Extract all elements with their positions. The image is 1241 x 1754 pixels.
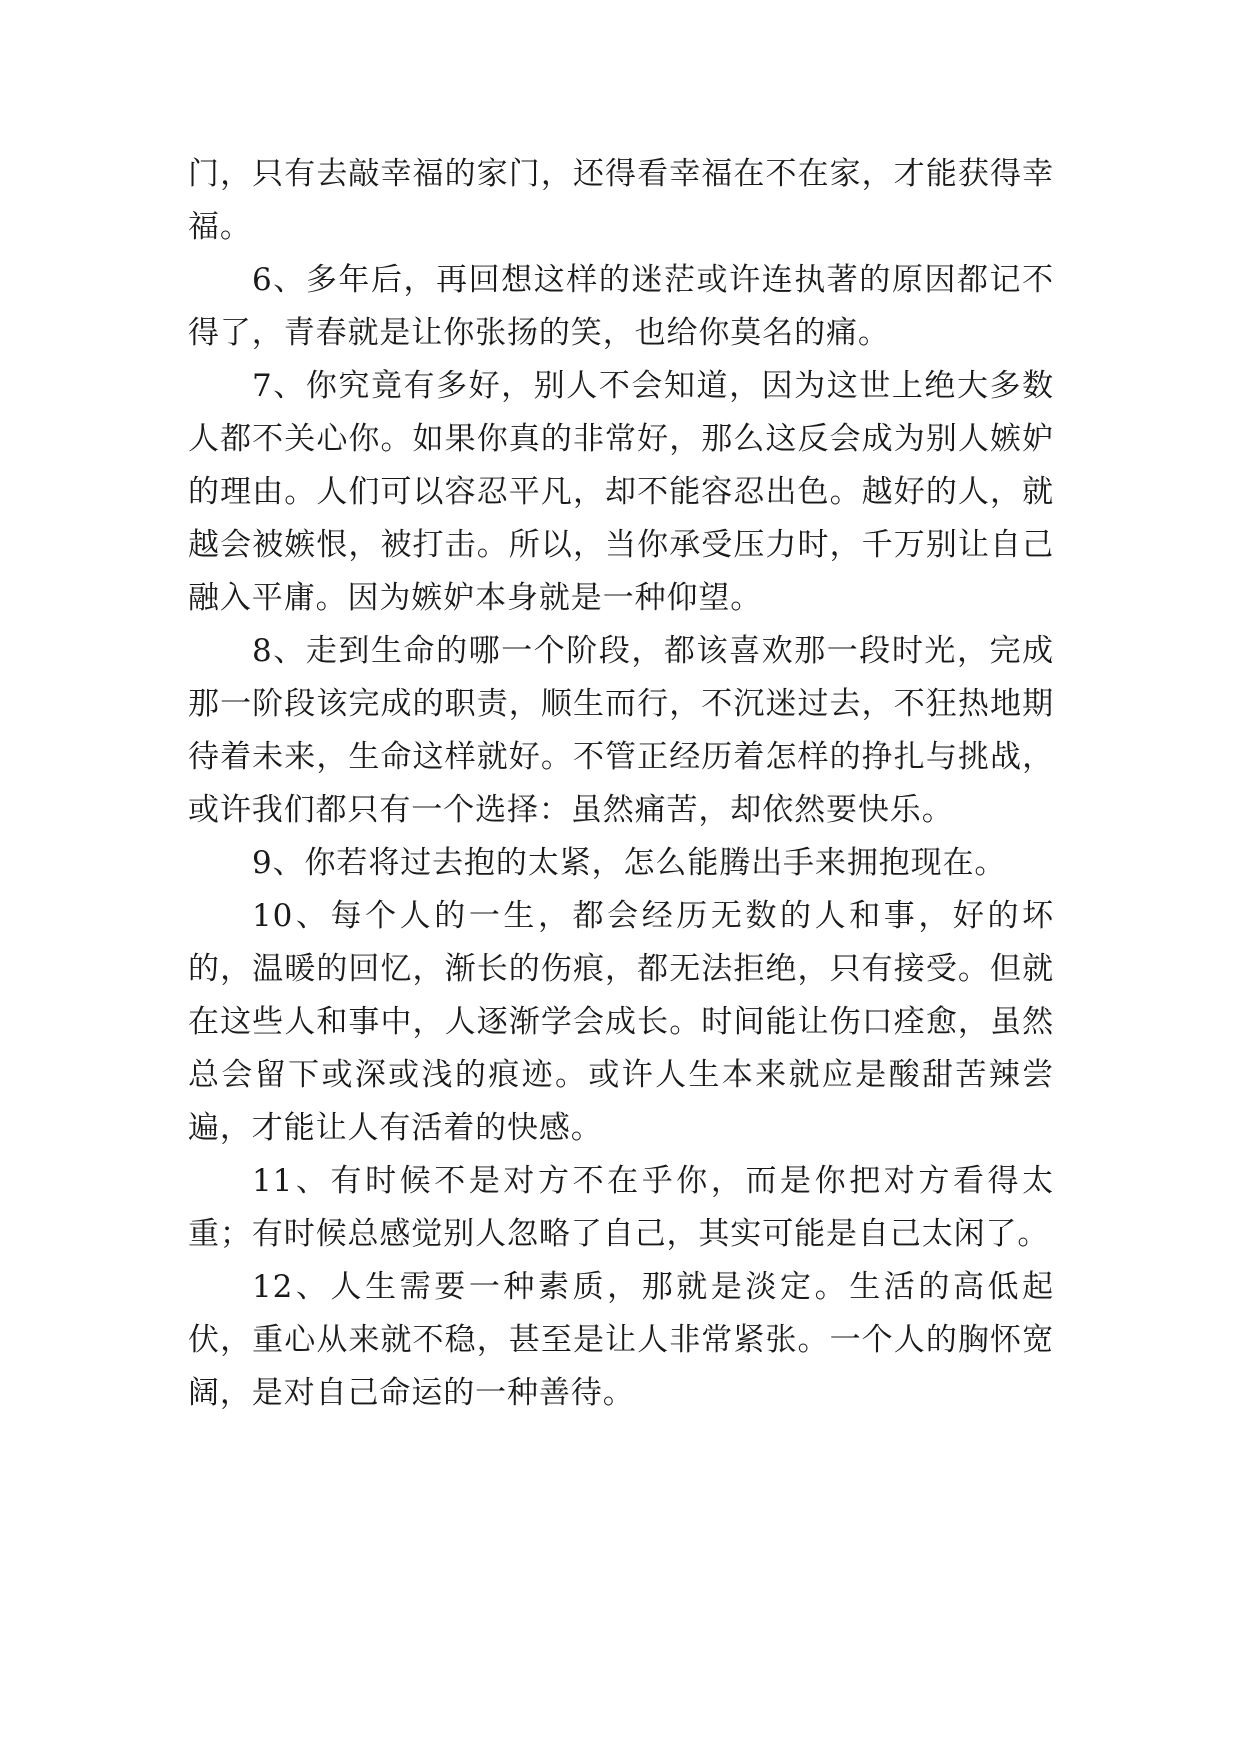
paragraph-item-7: 7、你究竟有多好，别人不会知道，因为这世上绝大多数人都不关心你。如果你真的非常好，那么这反会成为别人嫉妒的理由。人们可以容忍平凡，却不能容忍出色。越好的人，就越会被嫉恨，被打击。所以，当你承受压力时，千万别让自己融入平庸。因为嫉妒本身就是一种仰望。	[188, 368, 1054, 616]
paragraph-item-12: 12、人生需要一种素质，那就是淡定。生活的高低起伏，重心从来就不稳，甚至是让人非常紧张。一个人的胸怀宽阔，是对自己命运的一种善待。	[188, 1269, 1054, 1411]
paragraph-continuation: 门，只有去敲幸福的家门，还得看幸福在不在家，才能获得幸福。	[188, 156, 1054, 245]
paragraph-item-10: 10、每个人的一生，都会经历无数的人和事，好的坏的，温暖的回忆，渐长的伤痕，都无法拒绝，只有接受。但就在这些人和事中，人逐渐学会成长。时间能让伤口痊愈，虽然总会留下或深或浅的痕迹。或许人生本来就应是酸甜苦辣尝遍，才能让人有活着的快感。	[188, 898, 1054, 1146]
paragraph-item-8: 8、走到生命的哪一个阶段，都该喜欢那一段时光，完成那一阶段该完成的职责，顺生而行，不沉迷过去，不狂热地期待着未来，生命这样就好。不管正经历着怎样的挣扎与挑战，或许我们都只有一个选择：虽然痛苦，却依然要快乐。	[188, 633, 1054, 828]
paragraph-item-11: 11、有时候不是对方不在乎你，而是你把对方看得太重；有时候总感觉别人忽略了自己，其实可能是自己太闲了。	[188, 1163, 1054, 1252]
paragraph-item-9: 9、你若将过去抱的太紧，怎么能腾出手来拥抱现在。	[252, 845, 1007, 881]
document-body	[188, 148, 1054, 1420]
paragraph-item-6: 6、多年后，再回想这样的迷茫或许连执著的原因都记不得了，青春就是让你张扬的笑，也给你莫名的痛。	[188, 262, 1054, 351]
